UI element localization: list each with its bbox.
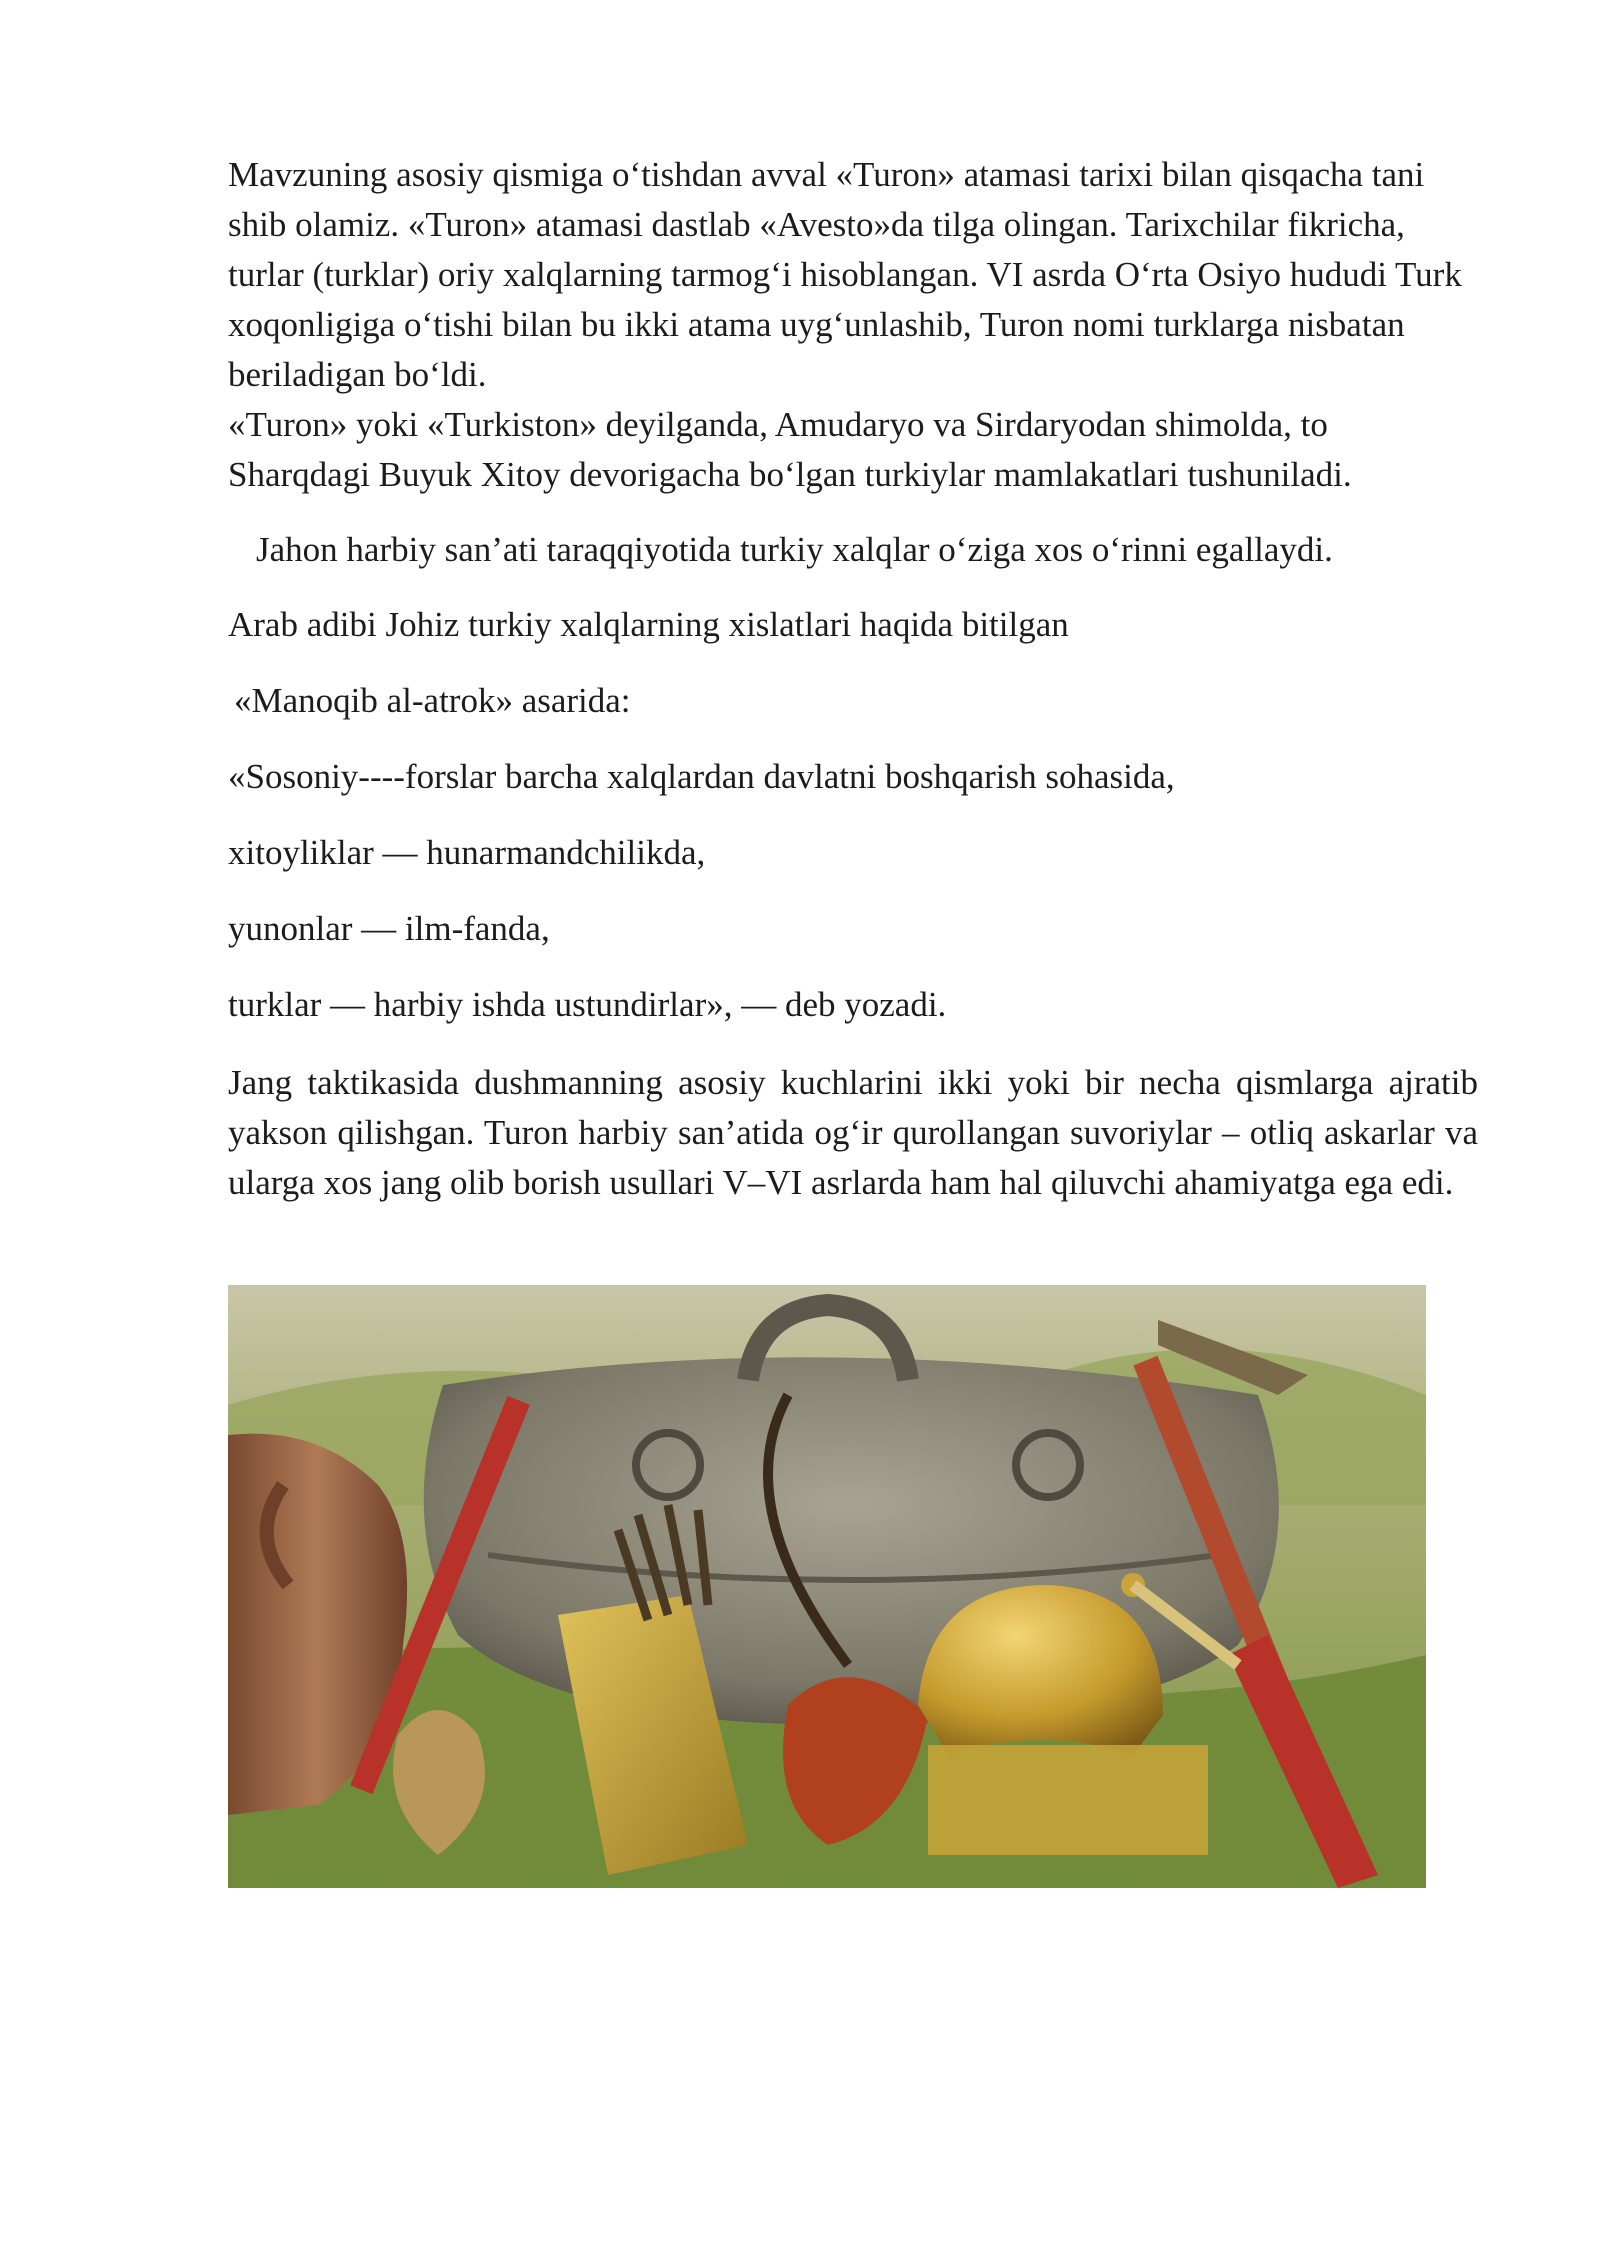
artifacts-illustration-svg bbox=[228, 1285, 1426, 1888]
paragraph-johiz: Arab adibi Johiz turkiy xalqlarning xislatlari haqida bitilgan bbox=[228, 605, 1069, 644]
paragraph-manoqib: «Manoqib al-atrok» asarida: bbox=[234, 681, 631, 720]
quote-line-greeks: yunonlar — ilm-fanda, bbox=[228, 909, 550, 948]
paragraph-battle-tactics: Jang taktikasida dushmanning asosiy kuchlarini ikki yoki bir necha qismlarga ajratib yakson qilishgan. Turon harbiy san’atida ogʻir qurollangan suvoriylar – otliq askarlar va ularga xos jang olib borish usullari V–VI asrlarda ham hal qiluvchi ahamiyatga ega edi. bbox=[228, 1063, 1478, 1202]
artifacts-illustration bbox=[228, 1285, 1426, 1888]
quote-line-chinese: xitoyliklar — hunarmandchilikda, bbox=[228, 833, 706, 872]
paragraph-military-art: Jahon harbiy san’ati taraqqiyotida turkiy xalqlar oʻziga xos oʻrinni egallaydi. bbox=[256, 530, 1333, 569]
paragraph-turkiston-definition: «Turon» yoki «Turkiston» deyilganda, Amudaryo va Sirdaryodan shimolda, to Sharqdagi Buyuk Xitoy devorigacha boʻlgan turkiylar mamlakatlari tushuniladi. bbox=[228, 405, 1352, 494]
chainmail bbox=[928, 1745, 1208, 1855]
quote-line-persians: «Sosoniy----forslar barcha xalqlardan davlatni boshqarish sohasida, bbox=[228, 757, 1175, 796]
paragraph-turon-history: Mavzuning asosiy qismiga oʻtishdan avval «Turon» atamasi tarixi bilan qisqacha tani shib olamiz. «Turon» atamasi dastlab «Avesto»da tilga olingan. Tarixchilar fikricha, turlar (turklar) oriy xalqlarning tarmogʻi hisoblangan. VI asrda Oʻrta Osiyo hududi Turk xoqonligiga oʻtishi bilan bu ikki atama uygʻunlashib, Turon nomi turklarga nisbatan beriladigan boʻldi. bbox=[228, 155, 1462, 394]
quote-line-turks: turklar — harbiy ishda ustundirlar», — deb yozadi. bbox=[228, 985, 947, 1024]
